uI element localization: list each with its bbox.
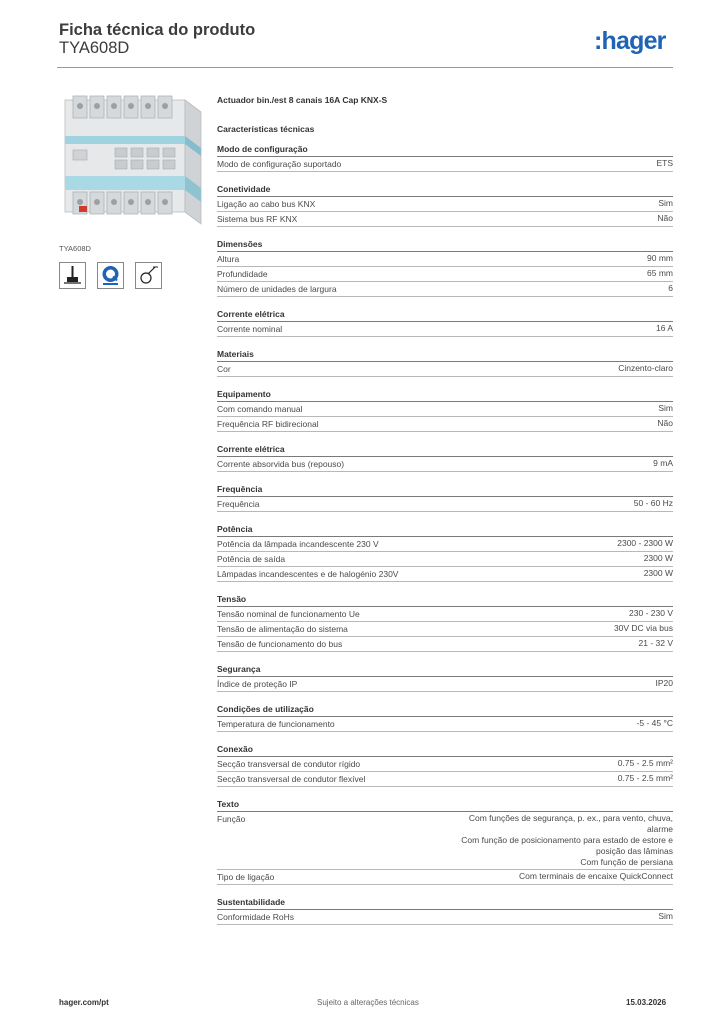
spec-value-line: Com terminais de encaixe QuickConnect (518, 871, 673, 881)
spec-group-title: Tensão (217, 592, 673, 607)
spec-row (217, 197, 673, 212)
spec-value (618, 758, 673, 769)
page-title: Ficha técnica do produto (59, 21, 256, 39)
spec-label: Com comando manual (217, 404, 303, 414)
spec-value-line: 2300 W (643, 568, 673, 578)
spec-value (618, 773, 673, 784)
spec-row (217, 717, 673, 732)
spec-value-line: 230 - 230 V (629, 608, 673, 618)
spec-label: Modo de configuração suportado (217, 159, 342, 169)
spec-label: Tensão de alimentação do sistema (217, 624, 348, 634)
spec-value-line: 0.75 - 2.5 mm² (617, 758, 673, 768)
spec-group-title: Materiais (217, 347, 673, 362)
spec-value (656, 323, 673, 334)
spec-row (217, 362, 673, 377)
spec-label: Tipo de ligação (217, 872, 275, 882)
spec-value-line: Cinzento-claro (618, 363, 673, 373)
spec-label: Secção transversal de condutor flexível (217, 774, 366, 784)
spec-row (217, 282, 673, 297)
spec-row (217, 212, 673, 227)
spec-group (217, 895, 673, 925)
spec-value-line: ETS (656, 158, 673, 168)
spec-value (657, 418, 673, 429)
spec-value-line: Sim (658, 911, 673, 921)
spec-row (217, 637, 673, 652)
spec-value-line: -5 - 45 °C (636, 718, 673, 728)
spec-row (217, 157, 673, 172)
spec-value-line: 30V DC via bus (613, 623, 673, 633)
spec-row (217, 267, 673, 282)
spec-row (217, 622, 673, 637)
spec-row (217, 552, 673, 567)
spec-label: Conformidade RoHs (217, 912, 295, 922)
spec-value-line: Com função de posicionamento para estado de estore e (461, 835, 673, 845)
spec-label: Frequência (217, 499, 260, 509)
spec-group-title: Corrente elétrica (217, 442, 673, 457)
spec-row (217, 417, 673, 432)
spec-group-title: Sustentabilidade (217, 895, 673, 910)
spec-row (217, 322, 673, 337)
spec-group (217, 307, 673, 337)
spec-group-title: Conexão (217, 742, 673, 757)
spec-row (217, 497, 673, 512)
spec-value (634, 498, 673, 509)
spec-label: Índice de proteção IP (217, 679, 298, 689)
spec-value-line: 16 A (655, 323, 673, 333)
spec-row (217, 537, 673, 552)
spec-value (618, 363, 673, 374)
spec-group-title: Modo de configuração (217, 142, 673, 157)
spec-heading: Características técnicas (217, 124, 315, 134)
spec-label: Lâmpadas incandescentes e de halogénio 230V (217, 569, 399, 579)
spec-group (217, 142, 673, 172)
header-divider (57, 67, 673, 68)
spec-label: Altura (217, 254, 240, 264)
product-name: Actuador bin./est 8 canais 16A Cap KNX-S (217, 95, 388, 105)
footer-note: Sujeito a alterações técnicas (317, 998, 419, 1007)
spec-label: Secção transversal de condutor rígido (217, 759, 361, 769)
manual-operation-icon (135, 262, 162, 289)
spec-label: Ligação ao cabo bus KNX (217, 199, 316, 209)
spec-row (217, 677, 673, 692)
spec-label: Potência da lâmpada incandescente 230 V (217, 539, 379, 549)
quality-mark-icon (97, 262, 124, 289)
spec-group (217, 347, 673, 377)
spec-value-line: 21 - 32 V (638, 638, 673, 648)
spec-value (668, 283, 673, 294)
spec-value (658, 403, 673, 414)
spec-value (657, 213, 673, 224)
spec-group-title: Texto (217, 797, 673, 812)
spec-label: Função (217, 814, 246, 824)
spec-value-line: Sim (658, 403, 673, 413)
spec-label: Cor (217, 364, 231, 374)
spec-row (217, 772, 673, 787)
spec-group (217, 742, 673, 787)
footer-date: 15.03.2026 (626, 998, 667, 1007)
spec-row (217, 252, 673, 267)
spec-value (639, 638, 674, 649)
spec-label: Tensão de funcionamento do bus (217, 639, 343, 649)
spec-groups (217, 142, 673, 925)
spec-value-line: IP20 (655, 678, 673, 688)
spec-row (217, 757, 673, 772)
spec-value (656, 158, 673, 169)
spec-label: Sistema bus RF KNX (217, 214, 298, 224)
spec-value (461, 813, 673, 868)
spec-value (637, 718, 673, 729)
spec-label: Temperatura de funcionamento (217, 719, 335, 729)
spec-group-title: Dimensões (217, 237, 673, 252)
spec-row (217, 812, 673, 870)
brand-logo: :hager (594, 27, 666, 55)
spec-label: Tensão nominal de funcionamento Ue (217, 609, 360, 619)
spec-value (629, 608, 673, 619)
spec-group-title: Segurança (217, 662, 673, 677)
spec-value (658, 198, 673, 209)
din-rail-icon (59, 262, 86, 289)
spec-row (217, 567, 673, 582)
spec-label: Número de unidades de largura (217, 284, 337, 294)
spec-value-line: alarme (647, 824, 673, 834)
image-caption: TYA608D (59, 244, 91, 253)
product-reference: TYA608D (59, 39, 130, 57)
spec-value (644, 568, 673, 579)
spec-value-line: posição das lâminas (595, 846, 673, 856)
spec-row (217, 910, 673, 925)
spec-value-line: 90 mm (647, 253, 673, 263)
spec-value-line: 2300 W (643, 553, 673, 563)
spec-value (614, 623, 673, 634)
spec-row (217, 870, 673, 885)
spec-label: Profundidade (217, 269, 268, 279)
spec-value (617, 538, 673, 549)
spec-value (644, 553, 673, 564)
spec-value-line: Com funções de segurança, p. ex., para vento, chuva, (468, 813, 673, 823)
spec-group (217, 387, 673, 432)
product-image (59, 92, 206, 238)
spec-value (656, 678, 674, 689)
spec-row (217, 457, 673, 472)
spec-label: Frequência RF bidirecional (217, 419, 319, 429)
spec-group-title: Conetividade (217, 182, 673, 197)
spec-group (217, 182, 673, 227)
spec-row (217, 607, 673, 622)
spec-group (217, 482, 673, 512)
spec-group (217, 237, 673, 297)
spec-value-line: Não (657, 418, 673, 428)
spec-group (217, 702, 673, 732)
spec-section (217, 95, 673, 925)
footer-website: hager.com/pt (59, 998, 109, 1007)
spec-group (217, 442, 673, 472)
spec-value-line: Não (657, 213, 673, 223)
spec-value (658, 911, 673, 922)
spec-value (519, 871, 673, 882)
spec-value-line: 0.75 - 2.5 mm² (617, 773, 673, 783)
spec-group (217, 592, 673, 652)
spec-value-line: Sim (658, 198, 673, 208)
spec-group (217, 522, 673, 582)
spec-label: Potência de saída (217, 554, 286, 564)
spec-value-line: 2300 - 2300 W (617, 538, 673, 548)
spec-value-line: 50 - 60 Hz (633, 498, 673, 508)
spec-group-title: Equipamento (217, 387, 673, 402)
spec-value (647, 253, 673, 264)
spec-group-title: Corrente elétrica (217, 307, 673, 322)
spec-group-title: Condições de utilização (217, 702, 673, 717)
spec-value-line: 9 mA (653, 458, 673, 468)
spec-group-title: Potência (217, 522, 673, 537)
spec-group (217, 797, 673, 885)
spec-value-line: 6 (668, 283, 673, 293)
spec-value (647, 268, 673, 279)
spec-group-title: Frequência (217, 482, 673, 497)
spec-value-line: 65 mm (647, 268, 673, 278)
spec-row (217, 402, 673, 417)
spec-label: Corrente nominal (217, 324, 283, 334)
spec-value (653, 458, 673, 469)
spec-label: Corrente absorvida bus (repouso) (217, 459, 345, 469)
spec-value-line: Com função de persiana (580, 857, 673, 867)
spec-group (217, 662, 673, 692)
